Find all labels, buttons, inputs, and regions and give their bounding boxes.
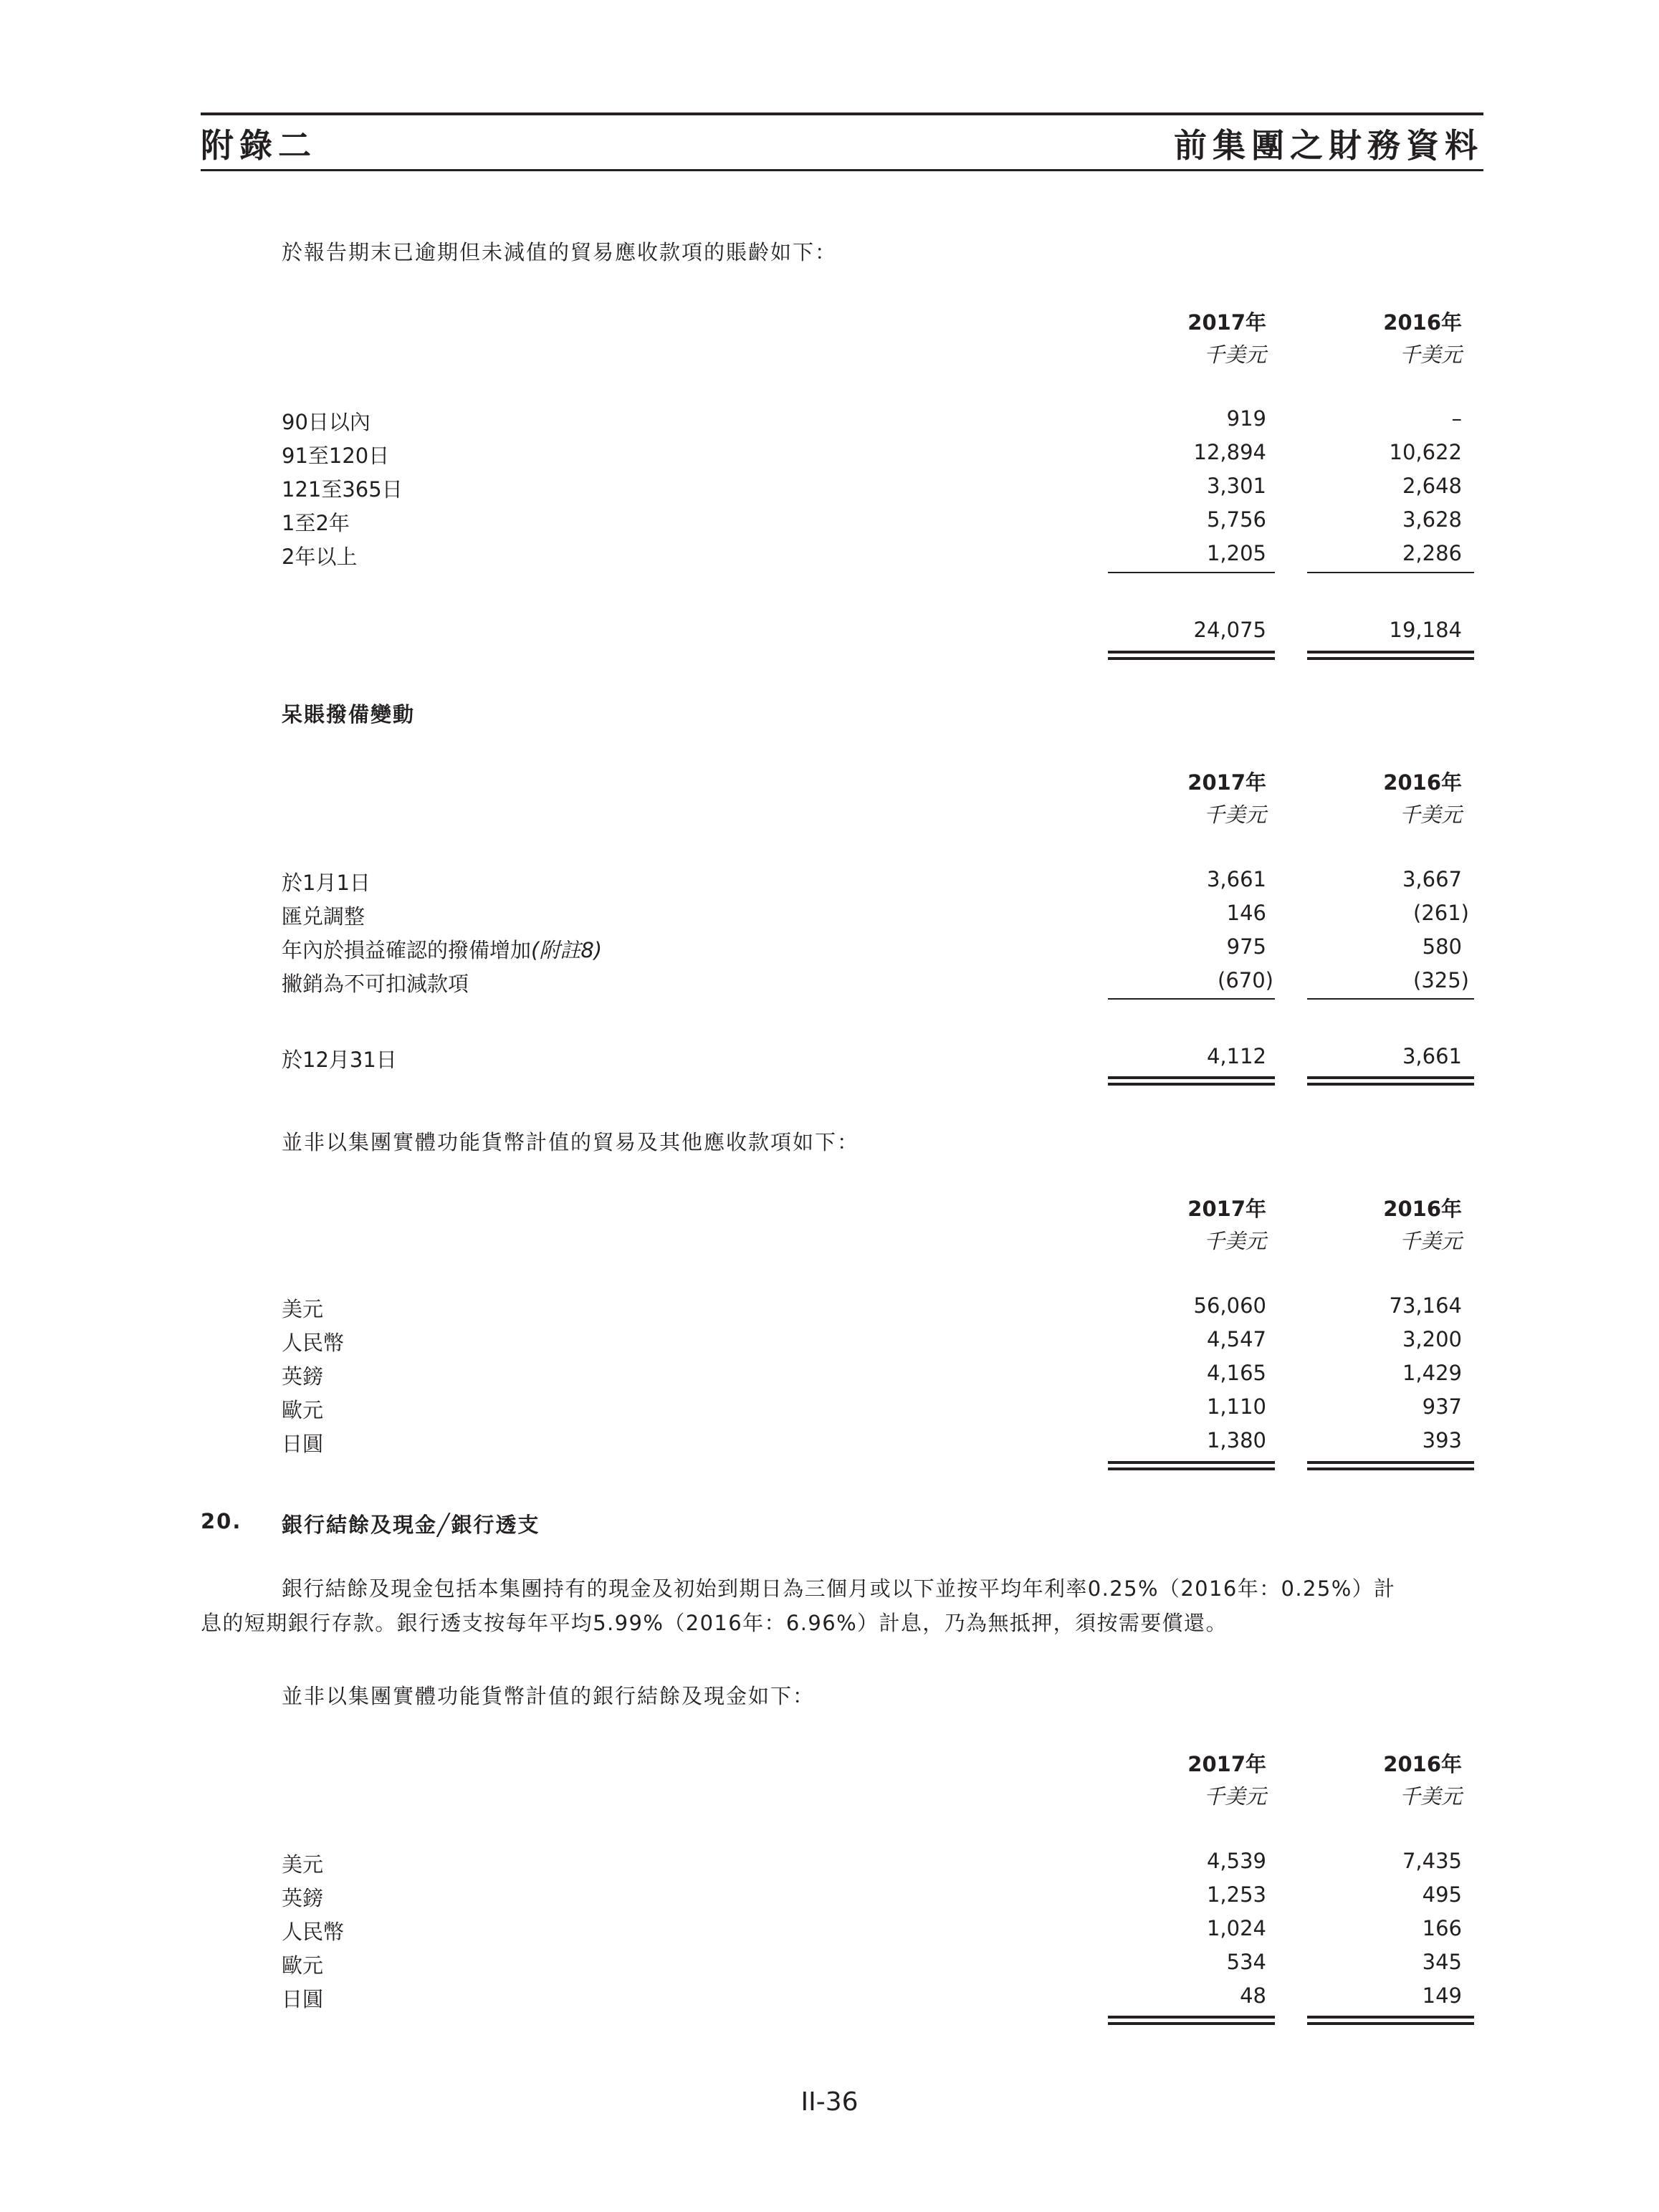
- row-label: 歐元: [282, 1398, 324, 1422]
- value-2017: 1,253: [1206, 1882, 1266, 1907]
- subtotal-rule: [1108, 572, 1275, 573]
- total-2016: 19,184: [1389, 618, 1462, 642]
- value-2016: 7,435: [1402, 1849, 1462, 1873]
- aging-col-2016-unit: 千美元: [1399, 343, 1462, 367]
- receivables-col-2017-unit: 千美元: [1203, 1229, 1266, 1253]
- value-2016: 393: [1422, 1428, 1462, 1452]
- total-double-rule: [1108, 657, 1275, 660]
- row-label: [282, 934, 602, 964]
- total-double-rule: [1108, 651, 1275, 653]
- total-double-rule: [1307, 651, 1474, 653]
- value-2016: 1,429: [1402, 1361, 1462, 1385]
- row-label: 91至120日: [282, 444, 390, 468]
- value-2017: 4,547: [1206, 1327, 1266, 1351]
- value-2016: 3,200: [1402, 1327, 1462, 1351]
- section-heading: 前集團之財務資料: [1174, 126, 1483, 165]
- value-2017: 4,165: [1206, 1361, 1266, 1385]
- aging-col-2016-year: 2016年: [1383, 310, 1462, 335]
- total-double-rule: [1108, 2016, 1275, 2019]
- total-double-rule: [1307, 1461, 1474, 1464]
- row-label: 美元: [282, 1852, 324, 1877]
- value-2017: 12,894: [1193, 440, 1266, 464]
- row-label: 人民幣: [282, 1920, 345, 1944]
- row-label-text: 年內於損益確認的撥備增加: [282, 938, 532, 962]
- section-20-paragraph-line-2: 息的短期銀行存款。銀行透支按每年平均5.99%（2016年：6.96%）計息，乃為無抵押，須按需要償還。: [201, 1611, 1228, 1635]
- allowance-col-2016-year: 2016年: [1383, 770, 1462, 795]
- row-label: 1至2年: [282, 511, 350, 535]
- total-2017: 4,112: [1206, 1044, 1266, 1068]
- row-label: 日圓: [282, 1432, 324, 1456]
- total-double-rule: [1307, 657, 1474, 660]
- bank-col-2016-year: 2016年: [1383, 1752, 1462, 1776]
- total-double-rule: [1307, 1468, 1474, 1470]
- total-double-rule: [1108, 1468, 1275, 1470]
- bank-currency-intro: 並非以集團實體功能貨幣計值的銀行結餘及現金如下：: [282, 1684, 816, 1708]
- receivables-col-2016-unit: 千美元: [1399, 1229, 1462, 1253]
- bank-col-2017-year: 2017年: [1187, 1752, 1266, 1776]
- value-2017: 919: [1226, 406, 1266, 431]
- receivables-col-2016-year: 2016年: [1383, 1197, 1462, 1221]
- value-2016: –: [1451, 406, 1462, 431]
- row-label: 90日以內: [282, 410, 370, 434]
- value-2017: 5,756: [1206, 507, 1266, 532]
- value-2016: 166: [1422, 1916, 1462, 1940]
- aging-col-2017-unit: 千美元: [1203, 343, 1266, 367]
- total-2017: 24,075: [1193, 618, 1266, 642]
- total-double-rule: [1108, 1083, 1275, 1086]
- total-2016: 3,661: [1402, 1044, 1462, 1068]
- header-top-rule: [201, 112, 1483, 115]
- allowance-col-2017-unit: 千美元: [1203, 803, 1266, 827]
- value-2016: 495: [1422, 1882, 1462, 1907]
- total-double-rule: [1108, 2022, 1275, 2025]
- page-number: II-36: [800, 2087, 859, 2117]
- allowance-col-2016-unit: 千美元: [1399, 803, 1462, 827]
- value-2016: (261): [1413, 901, 1469, 925]
- row-label: 匯兑調整: [282, 904, 365, 929]
- section-20-title: 銀行結餘及現金╱銀行透支: [282, 1513, 540, 1537]
- aging-col-2017-year: 2017年: [1187, 310, 1266, 335]
- value-2016: (325): [1413, 968, 1469, 992]
- row-label: 英鎊: [282, 1364, 324, 1389]
- row-label: 2年以上: [282, 545, 358, 569]
- value-2017: 4,539: [1206, 1849, 1266, 1873]
- value-2016: 3,628: [1402, 507, 1462, 532]
- row-label: 英鎊: [282, 1886, 324, 1910]
- appendix-label: 附錄二: [201, 126, 317, 165]
- subtotal-rule: [1108, 998, 1275, 1000]
- value-2017: 56,060: [1193, 1293, 1266, 1318]
- value-2017: 48: [1240, 1983, 1266, 2008]
- value-2016: 10,622: [1389, 440, 1462, 464]
- value-2016: 149: [1422, 1983, 1462, 2008]
- total-double-rule: [1307, 1083, 1474, 1086]
- value-2017: 1,024: [1206, 1916, 1266, 1940]
- value-2017: 146: [1226, 901, 1266, 925]
- section-20-paragraph-line-1: 銀行結餘及現金包括本集團持有的現金及初始到期日為三個月或以下並按平均年利率0.25%（2016年：0.25%）計: [282, 1576, 1396, 1601]
- row-label: 美元: [282, 1297, 324, 1321]
- row-label: 於1月1日: [282, 871, 370, 895]
- value-2017: 3,301: [1206, 474, 1266, 498]
- receivables-currency-intro: 並非以集團實體功能貨幣計值的貿易及其他應收款項如下：: [282, 1130, 860, 1154]
- row-label: 人民幣: [282, 1331, 345, 1355]
- row-label: 歐元: [282, 1953, 324, 1978]
- row-label: 121至365日: [282, 477, 403, 502]
- value-2017: 1,380: [1206, 1428, 1266, 1452]
- total-label: 於12月31日: [282, 1048, 397, 1072]
- allowance-col-2017-year: 2017年: [1187, 770, 1266, 795]
- value-2016: 73,164: [1389, 1293, 1462, 1318]
- note-reference: (附註8): [531, 938, 603, 962]
- value-2016: 2,648: [1402, 474, 1462, 498]
- bank-col-2016-unit: 千美元: [1399, 1784, 1462, 1809]
- value-2016: 937: [1422, 1394, 1462, 1419]
- total-double-rule: [1108, 1076, 1275, 1079]
- receivables-col-2017-year: 2017年: [1187, 1197, 1266, 1221]
- subtotal-rule: [1307, 998, 1474, 1000]
- value-2016: 2,286: [1402, 541, 1462, 565]
- value-2016: 345: [1422, 1950, 1462, 1974]
- total-double-rule: [1307, 2016, 1474, 2019]
- header-bottom-rule: [201, 169, 1483, 171]
- total-double-rule: [1307, 2022, 1474, 2025]
- section-20-number: 20.: [201, 1509, 242, 1533]
- total-double-rule: [1108, 1461, 1275, 1464]
- value-2017: (670): [1218, 968, 1273, 992]
- row-label: 撇銷為不可扣減款項: [282, 972, 469, 996]
- value-2016: 3,667: [1402, 867, 1462, 891]
- value-2017: 534: [1226, 1950, 1266, 1974]
- bank-col-2017-unit: 千美元: [1203, 1784, 1266, 1809]
- aging-intro: 於報告期末已逾期但未減值的貿易應收款項的賬齡如下：: [282, 240, 838, 264]
- value-2017: 1,205: [1206, 541, 1266, 565]
- allowance-title: 呆賬撥備變動: [282, 702, 416, 727]
- value-2017: 1,110: [1206, 1394, 1266, 1419]
- subtotal-rule: [1307, 572, 1474, 573]
- row-label: 日圓: [282, 1987, 324, 2011]
- value-2016: 580: [1422, 934, 1462, 959]
- total-double-rule: [1307, 1076, 1474, 1079]
- value-2017: 975: [1226, 934, 1266, 959]
- value-2017: 3,661: [1206, 867, 1266, 891]
